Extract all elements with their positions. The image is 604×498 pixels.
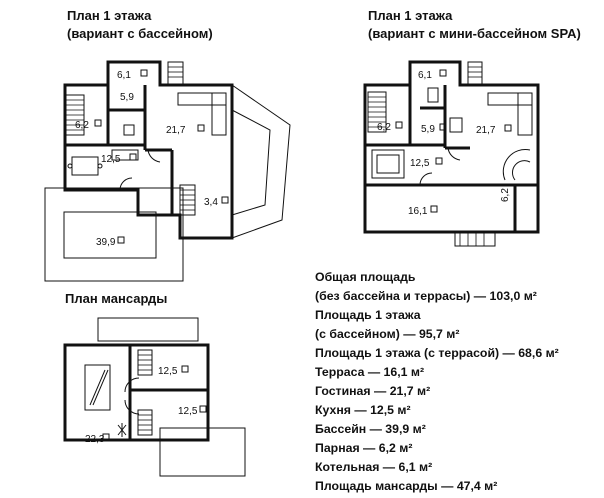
summary-line: Гостиная — 21,7 м²	[315, 384, 431, 398]
right-room-living: 21,7	[476, 125, 496, 136]
area-summary	[315, 268, 600, 496]
summary-line: (с бассейном) — 95,7 м²	[315, 327, 460, 341]
left-room-kitchen: 12,5	[101, 154, 121, 165]
attic-stairs	[138, 350, 152, 435]
summary-line: Площадь 1 этажа	[315, 308, 421, 322]
summary-line: Котельная — 6,1 м²	[315, 460, 433, 474]
attic-hall: 22,3	[85, 434, 105, 445]
left-room-pool: 39,9	[96, 237, 116, 248]
left-room-living: 21,7	[166, 125, 186, 136]
right-room-kitchen: 12,5	[410, 158, 430, 169]
title-right-plan: План 1 этажа	[368, 8, 453, 23]
pool-basin	[64, 212, 156, 258]
right-room-terrace: 16,1	[408, 206, 428, 217]
left-room-bath: 5,9	[120, 92, 134, 103]
summary-line: Терраса — 16,1 м²	[315, 365, 425, 379]
plant-icon	[118, 423, 126, 437]
right-floor-plan	[365, 62, 538, 246]
subtitle-right-plan: (вариант с мини-бассейном SPA)	[368, 26, 581, 41]
title-left-plan: План 1 этажа	[67, 8, 152, 23]
left-room-sauna: 6,2	[75, 120, 89, 131]
left-room-porch: 3,4	[204, 197, 218, 208]
left-room-boiler: 6,1	[117, 70, 131, 81]
right-stairs	[368, 62, 530, 246]
summary-line: Площадь мансарды — 47,4 м²	[315, 479, 498, 493]
right-room-bath: 5,9	[421, 124, 435, 135]
pool-area	[45, 188, 183, 281]
summary-line: Бассейн — 39,9 м²	[315, 422, 426, 436]
right-room-side: 6,2	[500, 188, 511, 202]
summary-line: (без бассейна и террасы) — 103,0 м²	[315, 289, 537, 303]
right-room-sauna: 6,2	[377, 122, 391, 133]
attic-room-b: 12,5	[178, 406, 198, 417]
attic-floor-plan	[65, 318, 245, 476]
right-room-boiler: 6,1	[418, 70, 432, 81]
summary-line: Площадь 1 этажа (с террасой) — 68,6 м²	[315, 346, 559, 360]
title-attic-plan: План мансарды	[65, 291, 168, 306]
summary-line: Кухня — 12,5 м²	[315, 403, 411, 417]
subtitle-left-plan: (вариант с бассейном)	[67, 26, 213, 41]
summary-line: Парная — 6,2 м²	[315, 441, 413, 455]
summary-line: Общая площадь	[315, 270, 416, 284]
attic-room-a: 12,5	[158, 366, 178, 377]
left-floor-plan	[45, 62, 290, 281]
